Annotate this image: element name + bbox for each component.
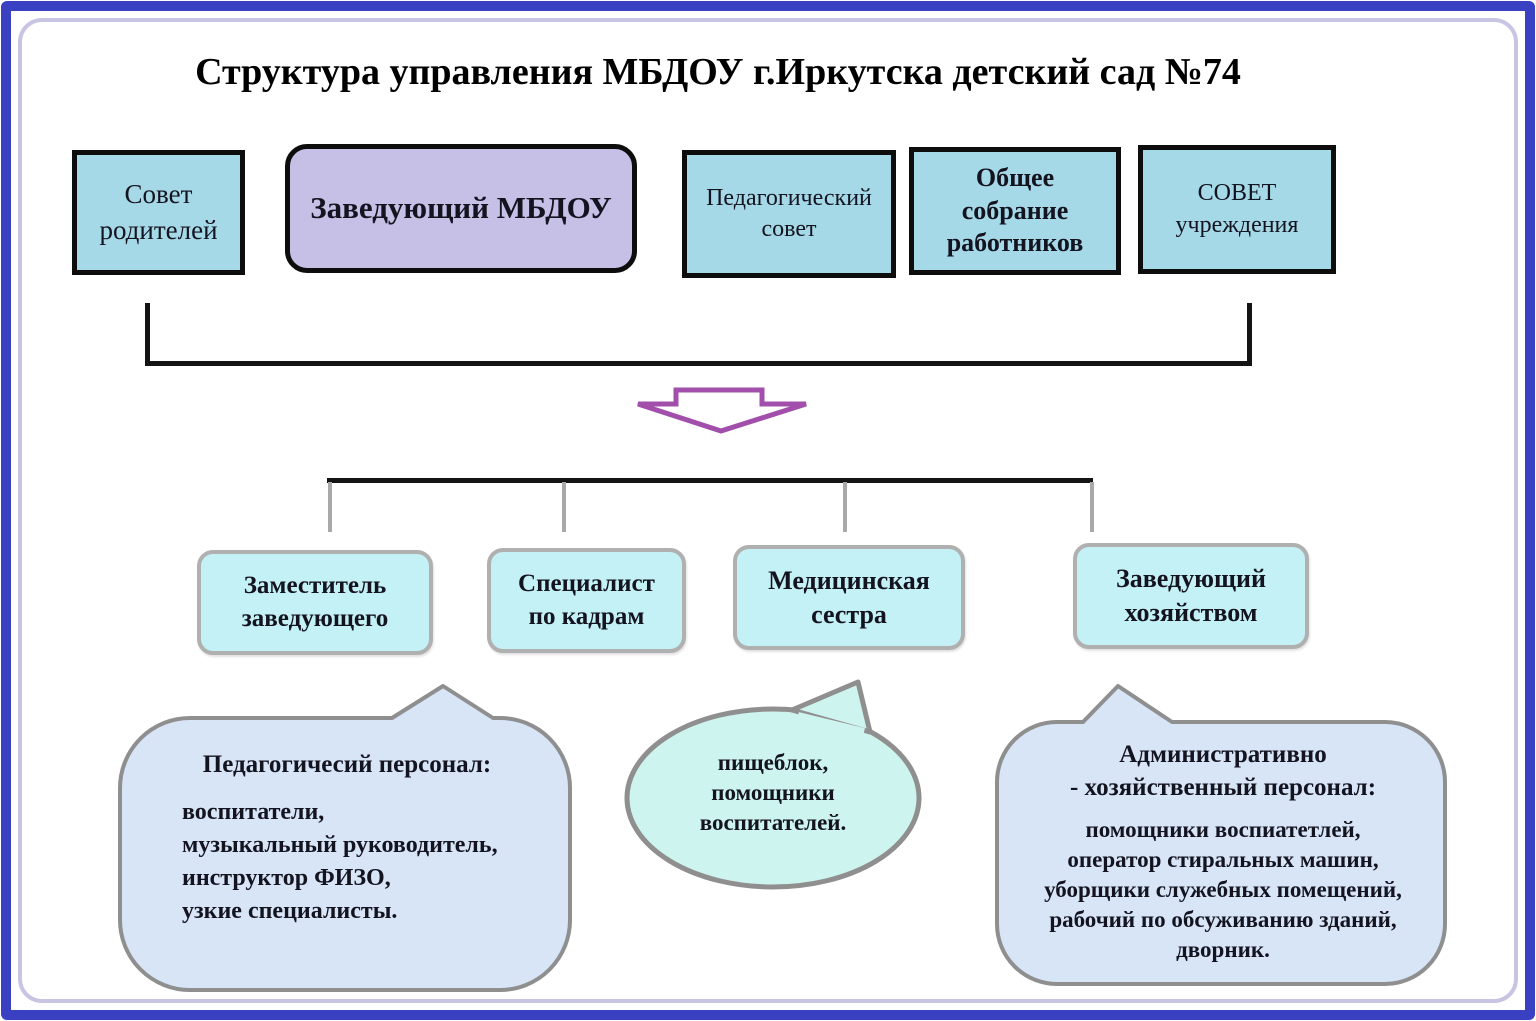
staff-list-item: помощники воспиатетлей, — [1085, 817, 1361, 842]
callout-pedagogical-list — [182, 796, 564, 928]
staff-list-item: музыкальный руководитель, — [182, 832, 498, 858]
bracket-line-left — [145, 303, 150, 366]
callout-administrative-list — [1001, 815, 1445, 965]
box-head-mbdou — [285, 144, 637, 273]
staff-list-item: узкие специалисты. — [182, 898, 398, 924]
callout-administrative-staff — [993, 682, 1453, 990]
box-pedagogical-council — [682, 150, 896, 278]
box-parent-council — [72, 150, 245, 275]
level2-drop-line-1 — [328, 482, 332, 532]
box-nurse — [733, 545, 965, 650]
bubble-line: воспитателей. — [699, 810, 847, 835]
box-hr-specialist-label: Специалист по кадрам — [518, 570, 655, 630]
level2-drop-line-4 — [1090, 482, 1094, 532]
box-nurse-label: Медицинская сестра — [768, 565, 930, 629]
callout-kitchen-text — [622, 748, 924, 838]
box-deputy-head — [197, 550, 433, 655]
staff-list-item: оператор стиральных машин, — [1067, 847, 1379, 872]
level2-drop-line-2 — [562, 482, 566, 532]
callout-pedagogical-staff — [116, 682, 578, 994]
box-institution-council — [1138, 145, 1336, 274]
box-general-meeting-label: Общее собрание работников — [946, 163, 1084, 258]
level2-drop-line-3 — [843, 482, 847, 532]
level2-connector-bar — [327, 478, 1093, 483]
box-pedagogical-council-label: Педагогический совет — [706, 184, 872, 242]
bracket-line-right — [1247, 303, 1252, 366]
staff-list-item: рабочий по обсуживанию зданий, — [1049, 907, 1397, 932]
box-deputy-head-label: Заместитель заведующего — [241, 572, 389, 632]
callout-administrative-title-line: Административно — [1119, 741, 1327, 768]
box-parent-council-label: Совет родителей — [99, 179, 218, 245]
box-hr-specialist — [487, 548, 686, 653]
page-title: Структура управления МБДОУ г.Иркутска детский сад №74 — [195, 51, 1241, 93]
box-facilities-manager — [1073, 543, 1309, 649]
bracket-line-bottom — [145, 361, 1252, 366]
staff-list-item: инструктор ФИЗО, — [182, 865, 391, 891]
staff-list-item: уборщики служебных помещений, — [1044, 877, 1402, 902]
callout-kitchen-bubble — [622, 676, 928, 894]
box-facilities-manager-label: Заведующий хозяйством — [1116, 564, 1266, 627]
callout-administrative-title — [993, 738, 1453, 804]
down-arrow-icon — [634, 387, 810, 435]
box-institution-council-label: СОВЕТ учреждения — [1175, 180, 1299, 238]
bubble-line: помощники — [711, 780, 835, 805]
staff-list-item: дворник. — [1176, 937, 1270, 962]
staff-list-item: воспитатели, — [182, 799, 325, 825]
box-head-mbdou-label: Заведующий МБДОУ — [310, 190, 612, 226]
callout-pedagogical-title: Педагогичесий персонал: — [202, 751, 492, 778]
bubble-line: пищеблок, — [717, 750, 829, 775]
box-general-meeting — [909, 147, 1121, 275]
callout-administrative-title-line: - хозяйственный персонал: — [1069, 774, 1377, 801]
